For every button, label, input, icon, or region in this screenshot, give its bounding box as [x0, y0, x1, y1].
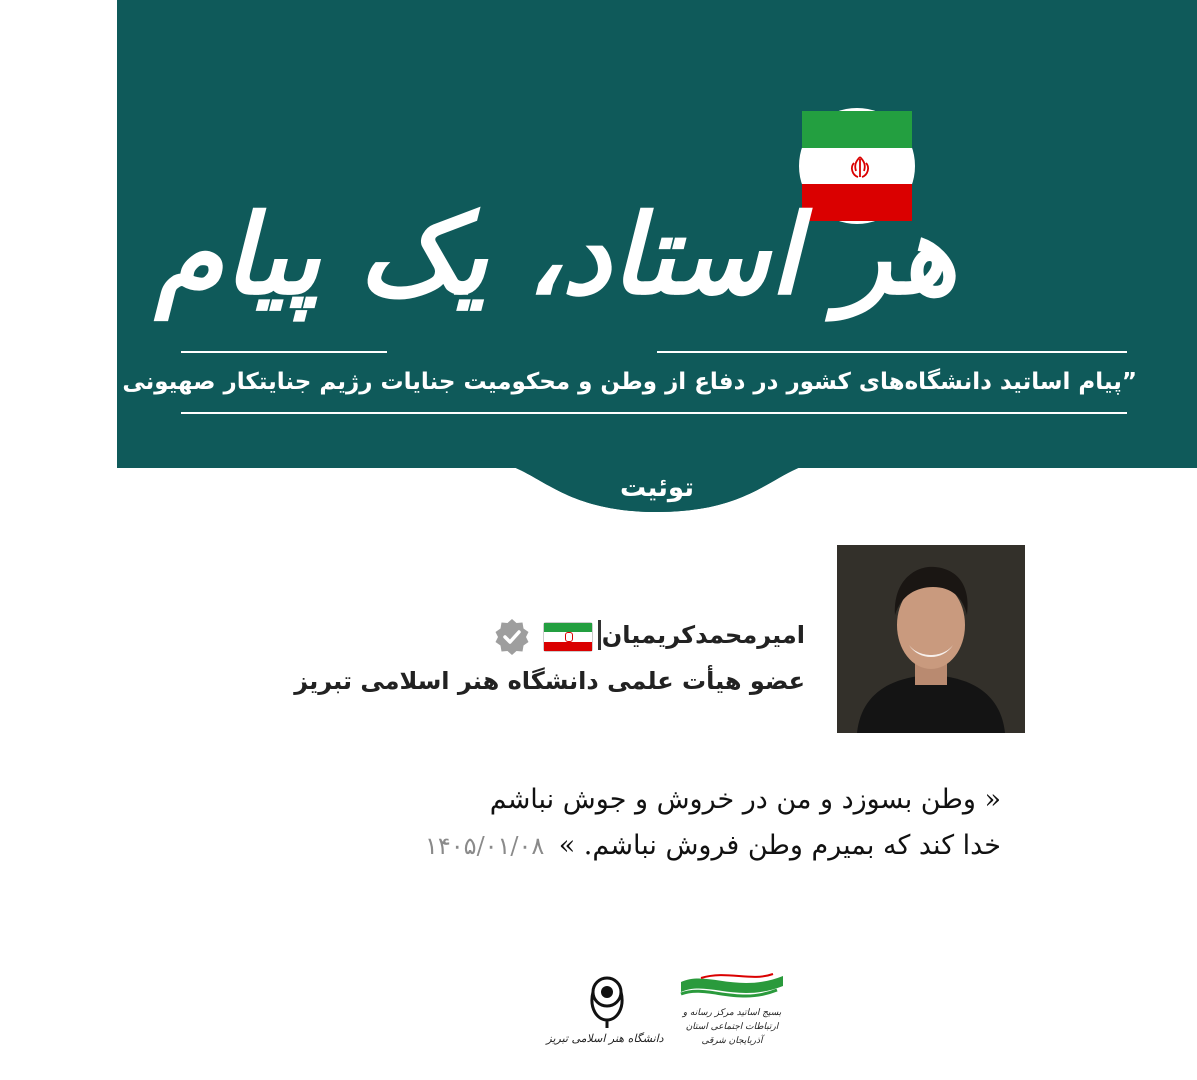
tab-tweet-label: توئیت	[620, 473, 694, 503]
author-role: عضو هیأت علمی دانشگاه هنر اسلامی تبریز	[294, 667, 805, 695]
quote-line-1: « وطن بسوزد و من در خروش و جوش نباشم	[489, 784, 1001, 815]
iran-flag-icon	[543, 622, 593, 652]
name-separator	[598, 620, 601, 650]
divider-line	[181, 412, 1127, 414]
divider-line	[181, 351, 387, 353]
quote-date: ۱۴۰۵/۰۱/۰۸	[425, 832, 545, 860]
basij-logo-text: بسیج اساتید مرکز رسانه و ارتباطات اجتماعی استان آذربایجان شرقی	[682, 1008, 782, 1046]
divider-line	[657, 351, 1127, 353]
header-subtitle: ”پیام اساتید دانشگاه‌های کشور در دفاع از وطن و محکومیت جنایات رژیم جنایتکار صهیونی آمریکایی“	[0, 369, 1137, 395]
verified-badge-icon	[493, 618, 531, 656]
basij-logo-icon	[677, 968, 787, 1008]
quote-line-2: خدا کند که بمیرم وطن فروش نباشم. »	[558, 830, 1001, 861]
author-avatar	[837, 545, 1025, 733]
author-name: امیرمحمدکریمیان	[601, 621, 805, 649]
art-university-logo-text: دانشگاه هنر اسلامی تبریز	[546, 1032, 664, 1045]
brand-title: هر استاد، یک پیام	[154, 190, 957, 319]
